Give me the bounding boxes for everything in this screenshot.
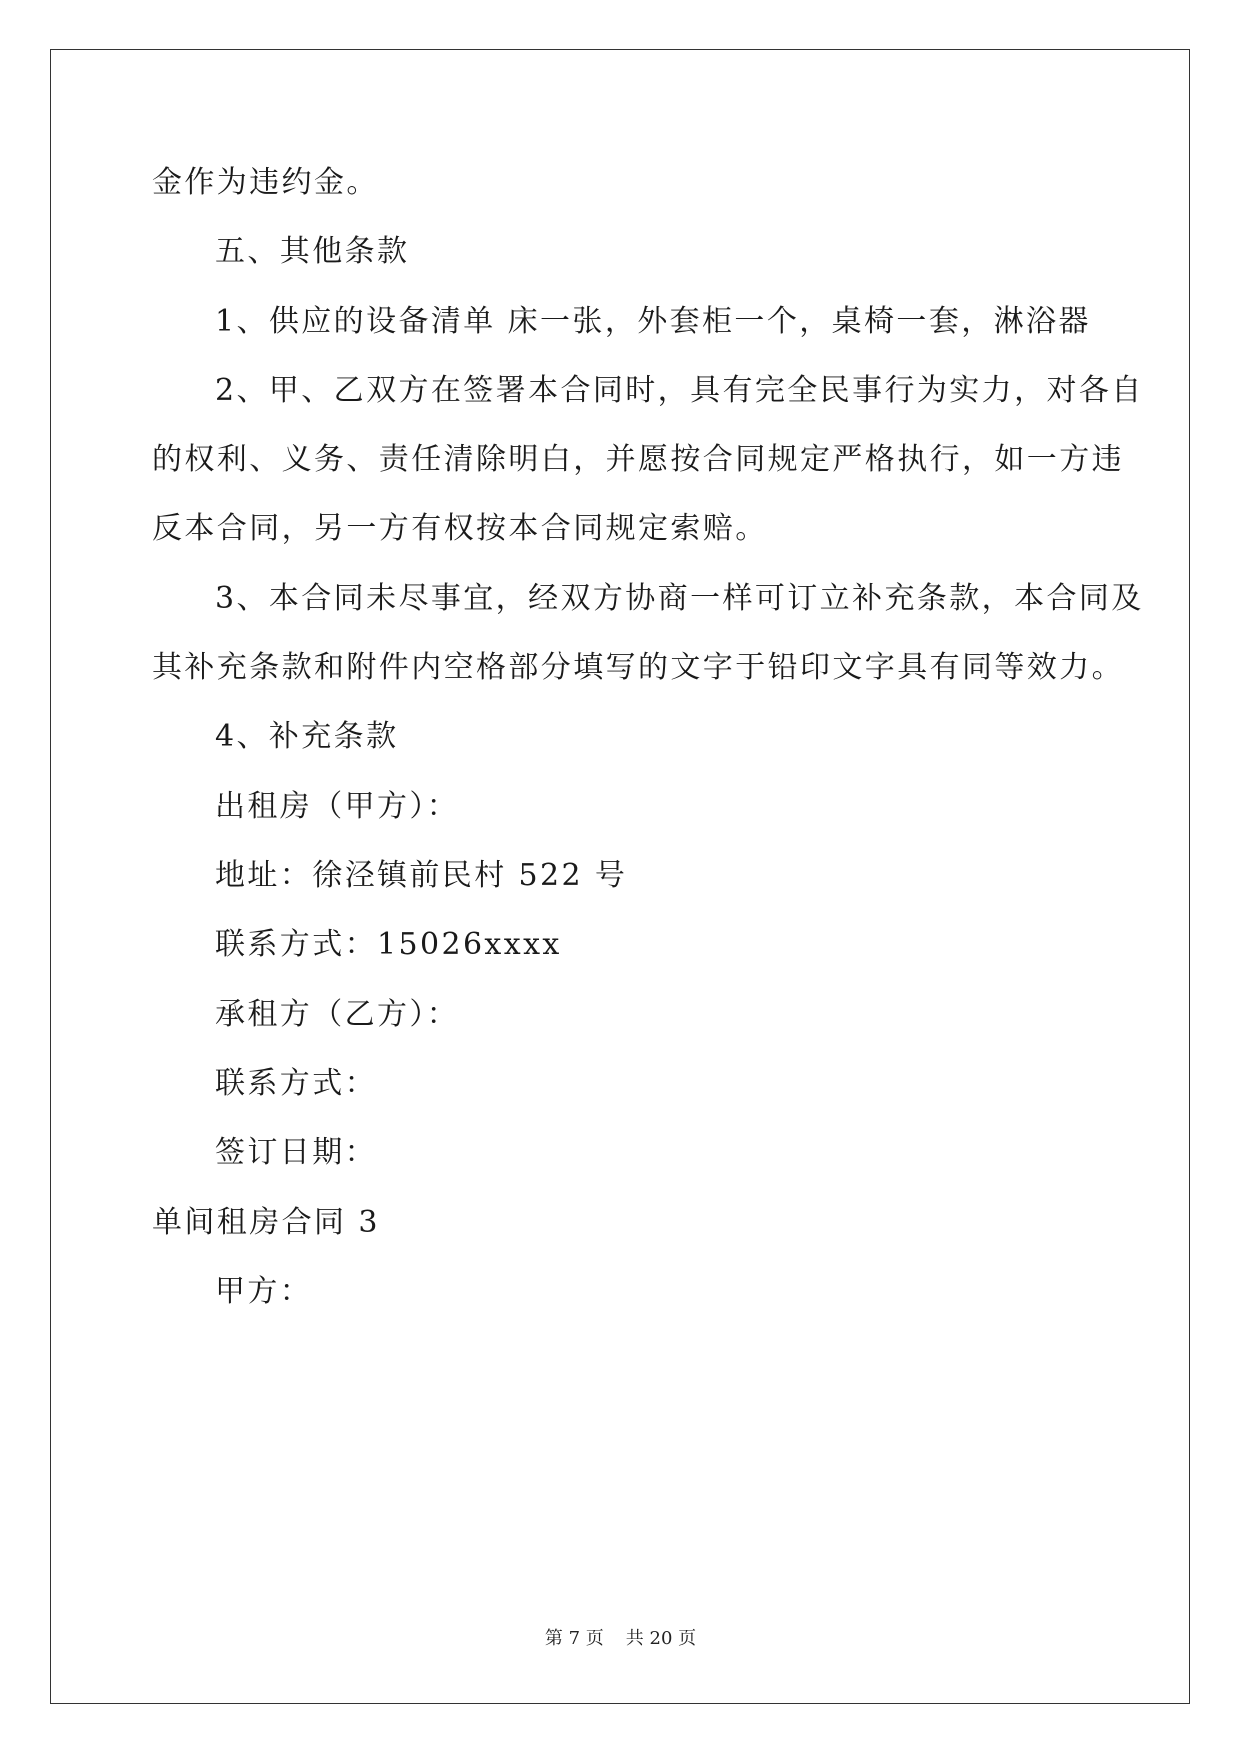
contract-title: 单间租房合同 3	[152, 1205, 380, 1240]
tenant-label: 承租方（乙方）：	[215, 997, 460, 1032]
text-line: 4、补充条款	[215, 719, 399, 754]
page-footer	[0, 1624, 1241, 1650]
landlord-label: 出租房（甲方）：	[215, 789, 460, 824]
page-number: 第 7 页	[544, 1628, 604, 1649]
text-line: 反本合同，另一方有权按本合同规定索赔。	[152, 511, 768, 546]
text-line: 金作为违约金。	[152, 165, 379, 200]
address-line: 地址：徐泾镇前民村 522 号	[215, 858, 628, 893]
landlord-contact: 联系方式：15026xxxx	[215, 927, 562, 962]
text-line: 其补充条款和附件内空格部分填写的文字于铅印文字具有同等效力。	[152, 650, 1124, 685]
signing-date: 签订日期：	[215, 1135, 377, 1170]
party-a-label: 甲方：	[215, 1274, 313, 1309]
text-line: 3、本合同未尽事宜，经双方协商一样可订立补充条款，本合同及	[215, 581, 1144, 616]
section-heading: 五、其他条款	[215, 234, 410, 269]
page-total: 共 20 页	[625, 1628, 697, 1649]
text-line: 2、甲、乙双方在签署本合同时，具有完全民事行为实力，对各自	[215, 373, 1144, 408]
tenant-contact: 联系方式：	[215, 1066, 377, 1101]
text-line: 的权利、义务、责任清除明白，并愿按合同规定严格执行，如一方违	[152, 442, 1124, 477]
text-line: 1、供应的设备清单 床一张，外套柜一个，桌椅一套，淋浴器	[215, 304, 1091, 339]
